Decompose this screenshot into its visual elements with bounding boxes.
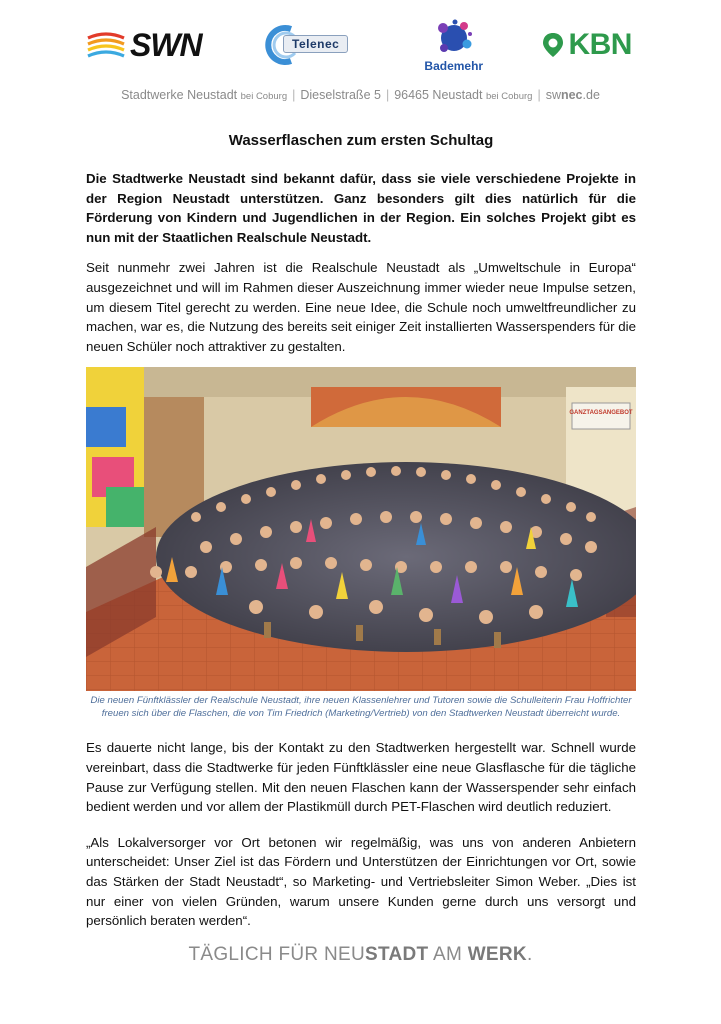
article-paragraph-2: Es dauerte nicht lange, bis der Kontakt zu den Stadtwerken hergestellt war. Schnell wurde vereinbart, dass die Stadtwerke für jeden Fünftklässler eine neue Glasflasche für die tägliche Pause zur Verfügung stellen. Mit den neuen Flaschen kann der Wasserspender sehr einfach bedient werden und vor allem der Plastikmüll durch PET-Flaschen wird deutlich reduziert. xyxy=(86,740,636,815)
photo-sign-text: GANZTAGSANGEBOT xyxy=(569,410,633,417)
school-group-photo-illustration xyxy=(86,367,636,691)
bademehr-logo-text: Bademehr xyxy=(424,59,484,73)
swn-logo-text: SWN xyxy=(130,26,202,63)
splash-icon xyxy=(434,17,474,57)
article-paragraph-3: „Als Lokalversorger vor Ort betonen wir regelmäßig, was uns von anderen Anbietern unterscheidet: Unser Ziel ist das Fördern und Unterstützen der Einrichtungen vor Ort, sowie das Stärken der Stadt Neustadt“, so Marketing- und Vertriebsleiter Simon Weber. „Dies ist nur einer von vielen Gründen, warum unsere Kunden gerne durch uns versorgt und persönlich beraten werden“. xyxy=(86,834,636,929)
swn-wave-icon xyxy=(86,32,126,58)
kbn-logo-text: KBN xyxy=(568,28,632,61)
logo-bar xyxy=(86,14,632,76)
bademehr-logo xyxy=(424,17,483,73)
company-address: Stadtwerke Neustadt bei Coburg | Dieselstraße 5 | 96465 Neustadt bei Coburg | swnec.de xyxy=(121,88,600,102)
company-name: Stadtwerke Neustadt xyxy=(121,88,238,102)
company-suffix: bei Coburg xyxy=(240,91,288,102)
city-suffix: bei Coburg xyxy=(485,91,533,102)
telenec-logo-text: Telenec xyxy=(283,35,348,53)
footer-slogan: TÄGLICH FÜR NEUSTADT AM WERK. xyxy=(188,944,533,965)
telenec-logo xyxy=(261,23,365,67)
city: 96465 Neustadt xyxy=(394,88,483,102)
article-title: Wasserflaschen zum ersten Schultag xyxy=(228,132,494,149)
location-pin-icon xyxy=(542,32,564,58)
group-photo xyxy=(86,367,636,691)
website: swnec.de xyxy=(545,88,600,102)
article-paragraph-1: Seit nunmehr zwei Jahren ist die Realschule Neustadt als „Umweltschule in Europa“ ausgezeichnet und will im Rahmen dieser Auszeichnung immer wieder neue Impulse setzen, um diesem Titel gerecht zu werden. Eine neue Idee, die Schule noch umweltfreundlicher zu machen, war es, die Nutzung des bereits seit einiger Zeit installierten Wasserspenders für die neuen Schüler noch attraktiver zu gestalten. xyxy=(86,260,636,354)
swn-logo xyxy=(86,27,202,64)
article-lead: Die Stadtwerke Neustadt sind bekannt dafür, dass sie viele verschiedene Projekte in der Region Neustadt unterstützen. Ganz besonders gilt dies natürlich für die Förderung von Kindern und Jugendlichen in der Region. Ein solches Projekt gibt es nun mit der Staatlichen Realschule Neustadt. xyxy=(86,171,636,245)
article xyxy=(86,132,636,931)
photo-caption: Die neuen Fünftklässler der Realschule Neustadt, ihre neuen Klassenlehrer und Tutoren sowie die Schulleiterin Frau Hoffrichter freuen sich über die Flaschen, die von Tim Friedrich (Marketing/Vertrieb) von den Stadtwerken Neustadt überreicht wurde. xyxy=(90,695,632,720)
kbn-logo xyxy=(542,28,632,62)
street: Dieselstraße 5 xyxy=(300,88,381,102)
